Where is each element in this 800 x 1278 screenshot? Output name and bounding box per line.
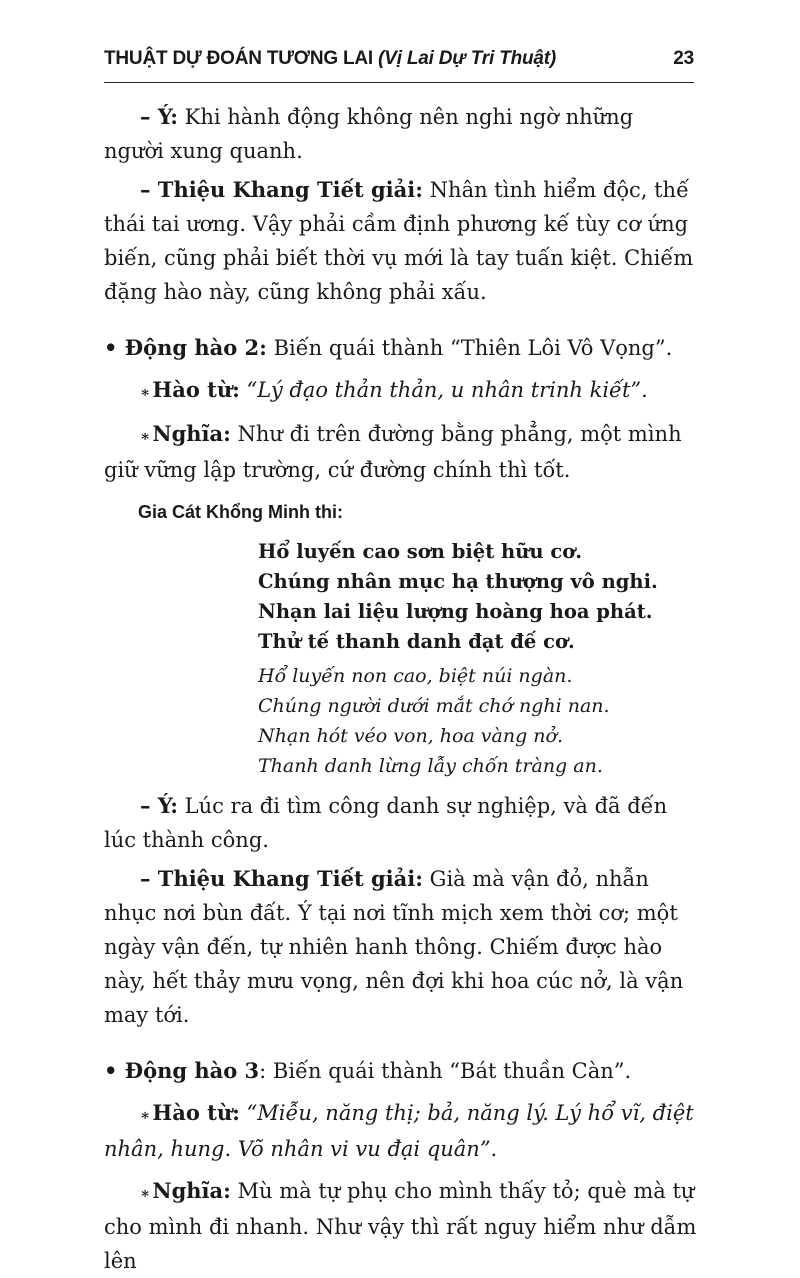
page-body — [104, 100, 698, 1278]
asterisk-icon: ∗ — [140, 1106, 151, 1124]
dong-hao-3-heading — [104, 1054, 698, 1088]
page-number: 23 — [673, 48, 694, 69]
text-hao-tu: “Miễu, năng thị; bả, năng lý. Lý hổ vĩ, điệt nhân, hung. Võ nhân vi vu đại quân”. — [104, 1101, 694, 1161]
asterisk-icon: ∗ — [140, 1184, 151, 1202]
book-subtitle: (Vị Lai Dự Tri Thuật) — [378, 48, 556, 69]
translation-line: Chúng người dưới mắt chớ nghi nan. — [258, 695, 610, 717]
paragraph-y-2 — [104, 789, 698, 857]
label-nghia: Nghĩa: — [152, 1178, 231, 1203]
poem-line: Nhạn lai liệu lượng hoàng hoa phát. — [258, 600, 653, 623]
running-header — [104, 46, 694, 83]
running-title — [104, 48, 556, 70]
label-dong-hao-2: • Động hào 2: — [104, 335, 267, 360]
dong-hao-2-heading — [104, 331, 698, 365]
poem-line: Chúng nhân mục hạ thượng vô nghi. — [258, 570, 658, 593]
text-thieu-khang-tiet: Già mà vận đỏ, nhẫn nhục nơi bùn đất. Ý tại nơi tĩnh mịch xem thời cơ; một ngày vận đến, tự nhiên hanh thông. Chiếm được hào này, hết thảy mưu vọng, nên đợi khi hoa cúc nở, là vận may tới. — [104, 867, 684, 1027]
nghia-3 — [104, 1174, 698, 1278]
poem-title: Gia Cát Khổng Minh thi: — [138, 502, 343, 522]
asterisk-icon: ∗ — [140, 427, 151, 445]
label-y: – Ý: — [140, 104, 178, 129]
book-title: THUẬT DỰ ĐOÁN TƯƠNG LAI — [104, 48, 373, 69]
nghia-2 — [104, 417, 698, 487]
label-hao-tu: Hào từ: — [152, 377, 240, 402]
text-y: Lúc ra đi tìm công danh sự nghiệp, và đã đến lúc thành công. — [104, 794, 668, 852]
poem-original — [104, 537, 698, 657]
translation-line: Nhạn hót véo von, hoa vàng nở. — [258, 725, 564, 747]
label-thieu-khang-tiet: – Thiệu Khang Tiết giải: — [140, 177, 423, 202]
text-thieu-khang-tiet: Nhân tình hiểm độc, thế thái tai ương. Vậy phải cầm định phương kế tùy cơ ứng biến, cũng phải biết thời vụ mới là tay tuấn kiệt. Chiếm đặng hào này, cũng không phải xấu. — [104, 178, 694, 304]
label-thieu-khang-tiet: – Thiệu Khang Tiết giải: — [140, 866, 423, 891]
asterisk-icon: ∗ — [140, 383, 151, 401]
poem-line: Thử tế thanh danh đạt đế cơ. — [258, 630, 575, 653]
translation-line: Thanh danh lừng lẫy chốn tràng an. — [258, 755, 603, 777]
paragraph-thieu-khang-tiet-2 — [104, 862, 698, 1032]
text-nghia: Mù mà tự phụ cho mình thấy tỏ; què mà tự cho mình đi nhanh. Như vậy thì rất nguy hiểm như dẫm lên — [104, 1179, 697, 1273]
text-dong-hao-2: Biến quái thành “Thiên Lôi Vô Vọng”. — [266, 336, 673, 360]
text-dong-hao-3: : Biến quái thành “Bát thuần Càn”. — [259, 1059, 632, 1083]
text-nghia: Như đi trên đường bằng phẳng, một mình giữ vững lập trường, cứ đường chính thì tốt. — [104, 422, 682, 482]
hao-tu-3 — [104, 1096, 698, 1166]
translation-line: Hổ luyến non cao, biệt núi ngàn. — [258, 665, 573, 687]
text-y: Khi hành động không nên nghi ngờ những người xung quanh. — [104, 105, 634, 163]
paragraph-y-1 — [104, 100, 698, 168]
text-hao-tu: “Lý đạo thản thản, u nhân trinh kiết”. — [239, 378, 648, 402]
poem-line: Hổ luyến cao sơn biệt hữu cơ. — [258, 540, 582, 563]
label-nghia: Nghĩa: — [152, 421, 231, 446]
poem-translation — [104, 661, 698, 781]
label-dong-hao-3: • Động hào 3 — [104, 1058, 260, 1083]
label-hao-tu: Hào từ: — [152, 1100, 240, 1125]
paragraph-thieu-khang-tiet-1 — [104, 173, 698, 309]
hao-tu-2 — [104, 373, 698, 409]
label-y: – Ý: — [140, 793, 178, 818]
